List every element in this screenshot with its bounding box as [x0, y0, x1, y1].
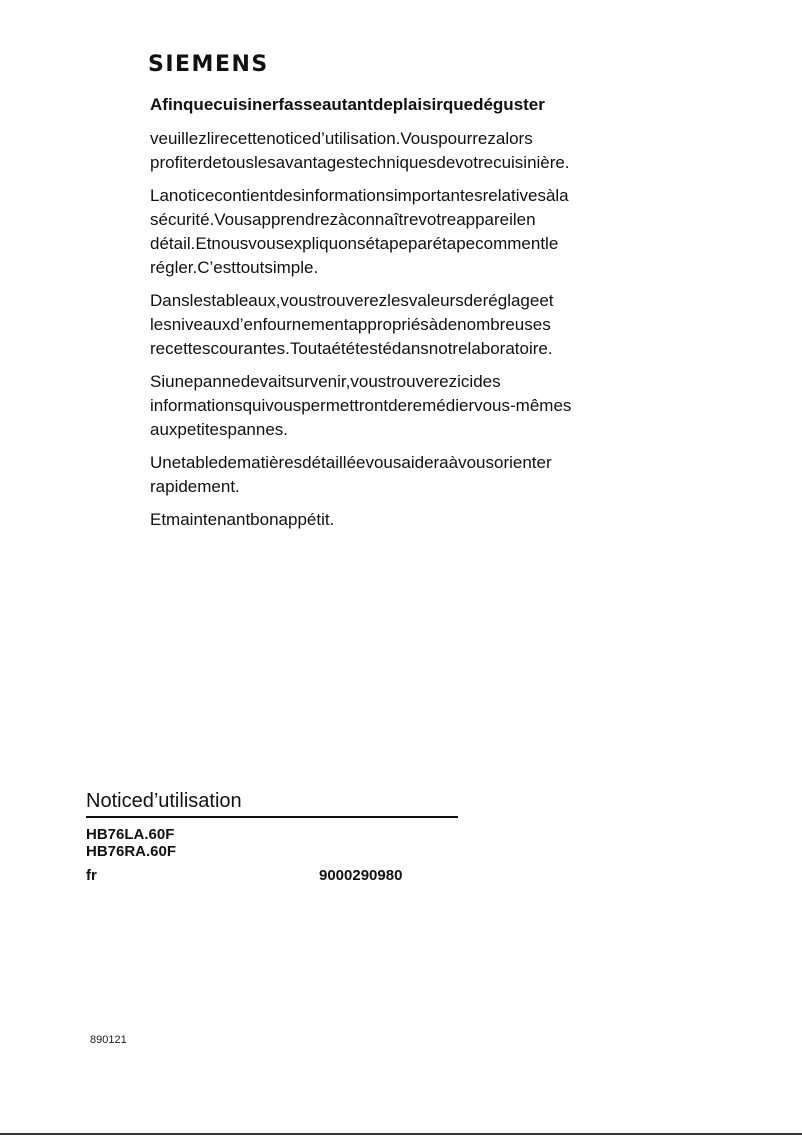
- document-number: 9000290980: [319, 867, 403, 884]
- intro-paragraph: Lanoticecontientdesinformationsimportantesrelativesàla sécurité.Vousapprendrezàconnaîtrevotreappareilen détail.Etnousvousexpliquonsétapeparétapecommentle régler.C’esttoutsimple.: [150, 186, 569, 277]
- intro-headline: Afinquecuisinerfasseautantdeplaisirquedéguster: [150, 95, 545, 114]
- intro-paragraph: Danslestableaux,voustrouverezlesvaleursderéglageet lesniveauxd’enfournementappropriésàdenombreuses recettescourantes.Toutaététestédansnotrelaboratoire.: [150, 291, 554, 358]
- intro-paragraph: Etmaintenantbonappétit.: [150, 510, 335, 529]
- intro-paragraph: Unetabledematièresdétailléevousaideraàvousorienter rapidement.: [150, 453, 552, 496]
- intro-paragraph: Siunepannedevaitsurvenir,voustrouverezicides informationsquivouspermettrontderemédiervous-mêmes auxpetitespannes.: [150, 372, 572, 439]
- language-code: fr: [86, 867, 97, 884]
- model-number: HB76RA.60F: [86, 843, 177, 860]
- bottom-border: [0, 1133, 802, 1135]
- intro-text-block: [150, 92, 620, 541]
- title-divider: [86, 816, 458, 818]
- footer-code: 890121: [90, 1034, 127, 1046]
- intro-paragraph: veuillezlirecettenoticed’utilisation.Vouspourrezalors profiterdetouslesavantagestechniquesdevotrecuisinière.: [150, 129, 570, 172]
- model-number: HB76LA.60F: [86, 826, 175, 843]
- siemens-logo: SIEMENS: [148, 52, 269, 77]
- document-info: [86, 788, 458, 860]
- document-title: Noticed’utilisation: [86, 790, 242, 812]
